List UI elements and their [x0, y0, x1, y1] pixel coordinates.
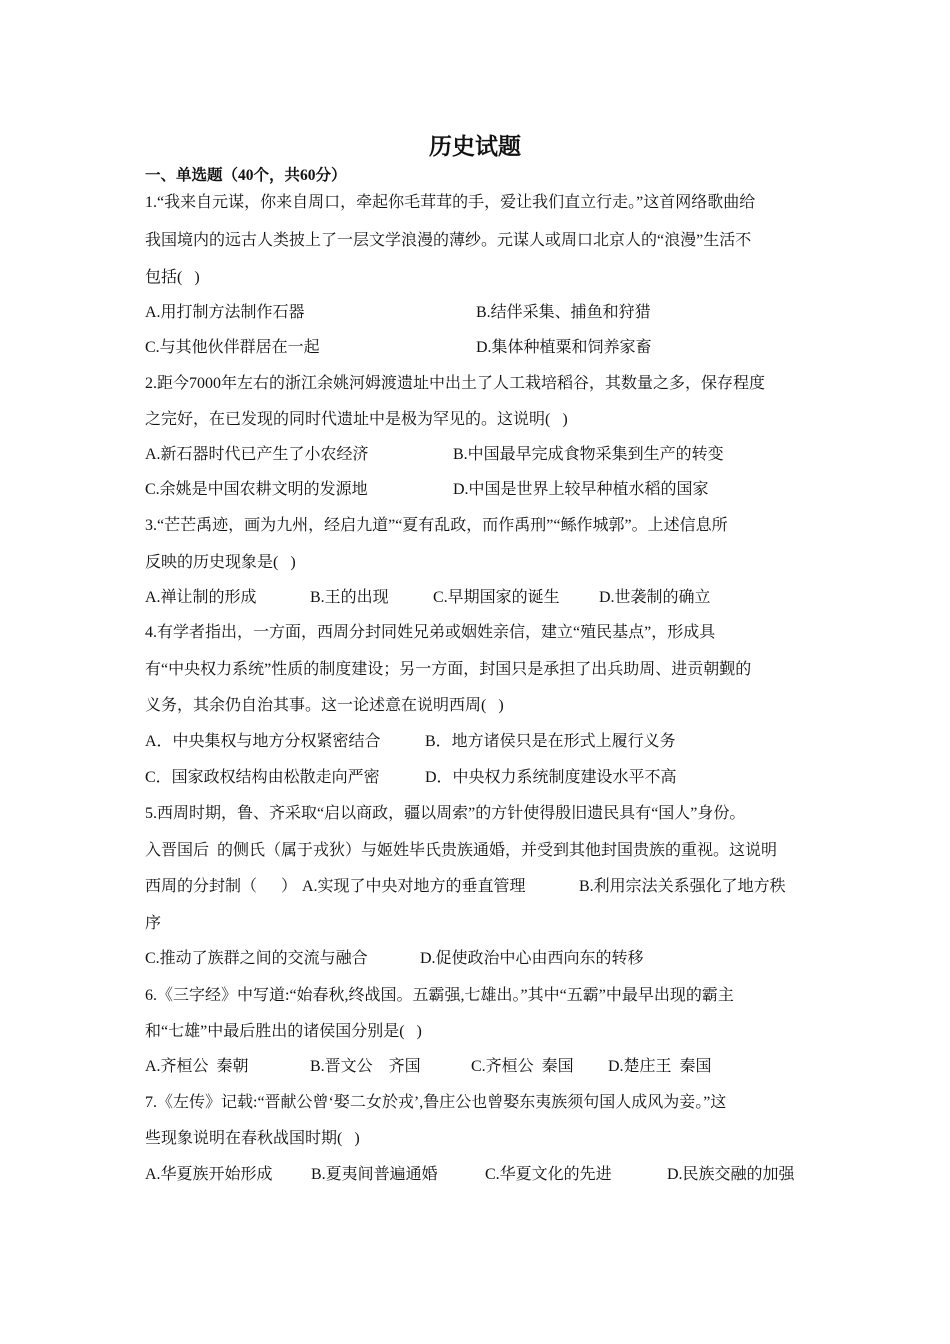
question-4-option-a: A．中央集权与地方分权紧密结合: [145, 733, 381, 750]
question-5-option-a: A.实现了中央对地方的垂直管理: [302, 878, 526, 895]
question-3-option-a: A.禅让制的形成: [145, 589, 257, 606]
question-7-text: 7.《左传》记载:“晋献公曾‘娶二女於戎’,鲁庄公也曾娶东夷族须句国人成风为妾。”这: [145, 1094, 727, 1111]
question-7-text: 些现象说明在春秋战国时期( ): [145, 1130, 360, 1147]
question-5-text: 西周的分封制（ ）: [145, 878, 298, 895]
question-2-option-a: A.新石器时代已产生了小农经济: [145, 446, 369, 463]
question-3-option-b: B.王的出现: [310, 589, 389, 606]
question-3-option-d: D.世袭制的确立: [599, 589, 711, 606]
question-2-option-d: D.中国是世界上较早种植水稻的国家: [453, 481, 709, 498]
question-6-option-c: C.齐桓公 秦国: [471, 1058, 574, 1075]
question-6-option-d: D.楚庄王 秦国: [608, 1058, 712, 1075]
question-1-text: 1.“我来自元谋，你来自周口，牵起你毛茸茸的手，爱让我们直立行走。”这首网络歌曲给: [145, 194, 756, 211]
question-3-option-c: C.早期国家的诞生: [433, 589, 560, 606]
question-1-option-a: A.用打制方法制作石器: [145, 304, 305, 321]
section-heading: 一、单选题（40个，共60分）: [145, 167, 347, 184]
question-4-option-c: C．国家政权结构由松散走向严密: [145, 769, 380, 786]
question-5-option-c: C.推动了族群之间的交流与融合: [145, 950, 368, 967]
question-5-option-b: B.利用宗法关系强化了地方秩: [579, 878, 786, 895]
question-5-option-b-wrap: 序: [145, 915, 162, 932]
question-4-text: 有“中央权力系统”性质的制度建设；另一方面，封国只是承担了出兵助周、进贡朝觐的: [145, 661, 752, 678]
question-2-option-c: C.余姚是中国农耕文明的发源地: [145, 481, 368, 498]
question-3-text: 反映的历史现象是( ): [145, 554, 296, 571]
question-2-option-b: B.中国最早完成食物采集到生产的转变: [453, 446, 724, 463]
question-2-text: 2.距今7000年左右的浙江余姚河姆渡遗址中出土了人工栽培稻谷，其数量之多，保存程度: [145, 375, 766, 392]
question-1-option-b: B.结伴采集、捕鱼和狩猎: [476, 304, 651, 321]
question-7-option-b: B.夏夷间普遍通婚: [311, 1166, 438, 1183]
question-4-option-b: B．地方诸侯只是在形式上履行义务: [425, 733, 676, 750]
question-4-text: 义务，其余仍自治其事。这一论述意在说明西周( ): [145, 697, 504, 714]
question-6-option-b: B.晋文公 齐国: [310, 1058, 421, 1075]
question-1-text: 我国境内的远古人类披上了一层文学浪漫的薄纱。元谋人或周口北京人的“浪漫”生活不: [145, 232, 752, 249]
question-6-text: 和“七雄”中最后胜出的诸侯国分别是( ): [145, 1023, 422, 1040]
question-7-option-a: A.华夏族开始形成: [145, 1166, 273, 1183]
question-1-option-d: D.集体种植粟和饲养家畜: [476, 339, 652, 356]
page-title: 历史试题: [429, 134, 521, 159]
question-2-text: 之完好，在已发现的同时代遗址中是极为罕见的。这说明( ): [145, 411, 568, 428]
question-1-option-c: C.与其他伙伴群居在一起: [145, 339, 320, 356]
question-3-text: 3.“芒芒禹迹，画为九州，经启九道”“夏有乱政，而作禹刑”“鲧作城郭”。上述信息所: [145, 517, 728, 534]
question-7-option-d: D.民族交融的加强: [667, 1166, 795, 1183]
question-1-text: 包括( ): [145, 269, 200, 286]
question-6-option-a: A.齐桓公 秦朝: [145, 1058, 249, 1075]
question-4-text: 4.有学者指出，一方面，西周分封同姓兄弟或姻姓亲信，建立“殖民基点”，形成具: [145, 624, 716, 641]
question-6-text: 6.《三字经》中写道:“始春秋,终战国。五霸强,七雄出。”其中“五霸”中最早出现的霸主: [145, 987, 734, 1004]
question-5-text: 入晋国后 的侧氏（属于戎狄）与姬姓毕氏贵族通婚，并受到其他封国贵族的重视。这说明: [145, 842, 778, 859]
question-5-option-d: D.促使政治中心由西向东的转移: [420, 950, 644, 967]
question-7-option-c: C.华夏文化的先进: [485, 1166, 612, 1183]
question-5-text: 5.西周时期，鲁、齐采取“启以商政，疆以周索”的方针使得殷旧遗民具有“国人”身份。: [145, 805, 746, 822]
question-4-option-d: D．中央权力系统制度建设水平不高: [425, 769, 677, 786]
